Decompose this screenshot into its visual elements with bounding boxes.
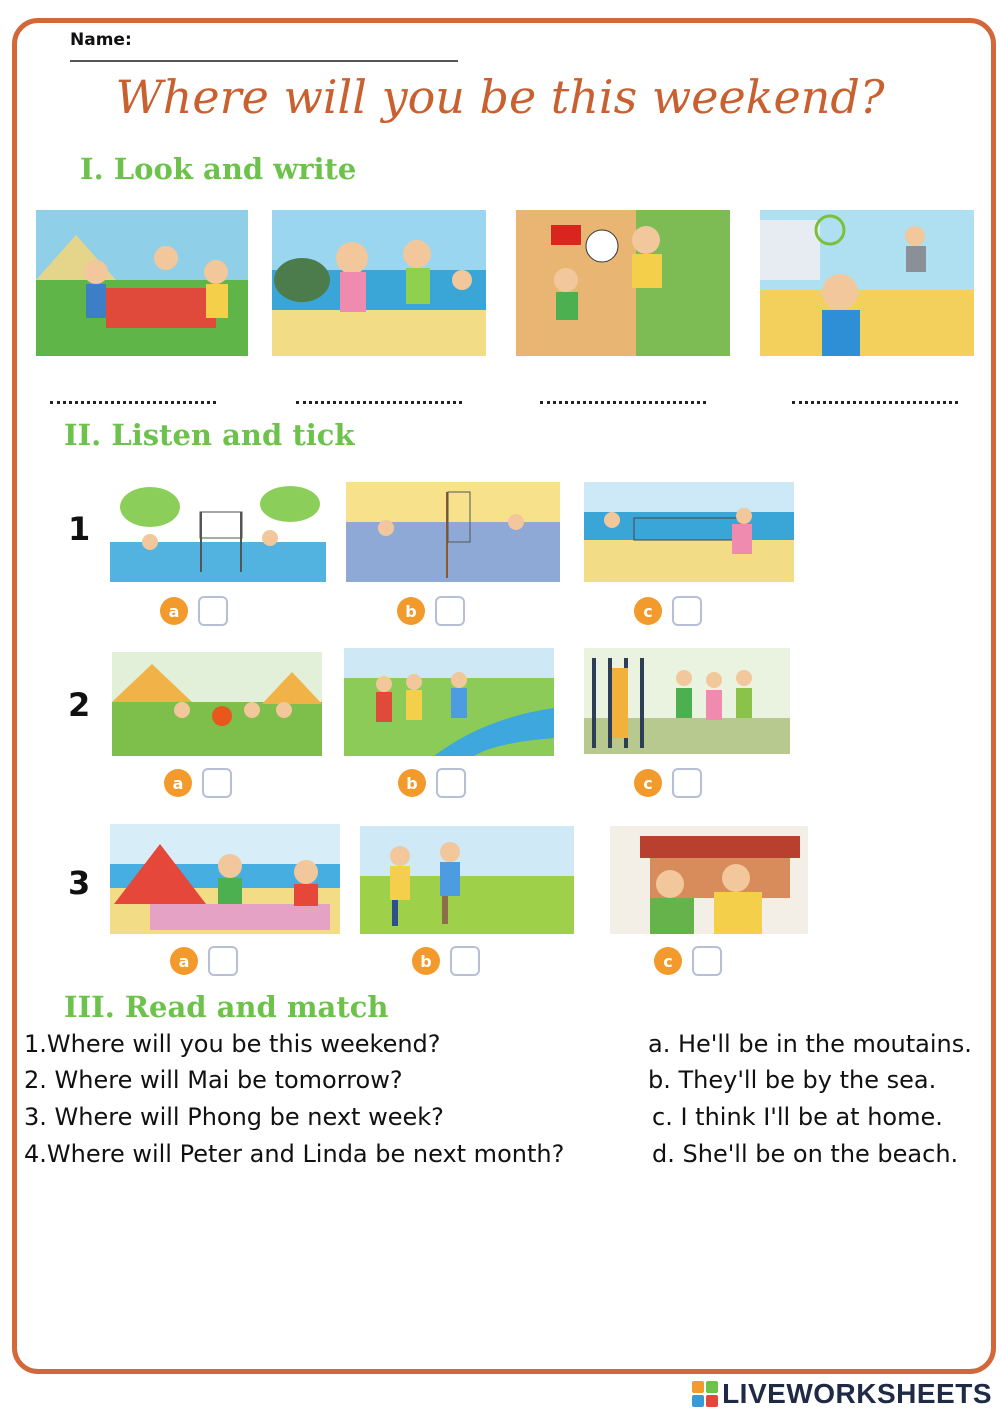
row-number: 1: [68, 510, 91, 548]
section-1-title: I. Look and write: [80, 152, 357, 186]
tick-checkbox[interactable]: [198, 596, 228, 626]
option-2b[interactable]: [398, 768, 466, 798]
tick-checkbox[interactable]: [202, 768, 232, 798]
option-letter: b: [412, 947, 440, 975]
option-letter: a: [160, 597, 188, 625]
question-4[interactable]: 4.Where will Peter and Linda be next month?: [24, 1140, 565, 1168]
answer-blank-3[interactable]: [540, 388, 706, 404]
badminton-park-picture: [110, 482, 326, 582]
answer-blank-2[interactable]: [296, 388, 462, 404]
beach-picnic-picture: [110, 824, 340, 934]
question-1[interactable]: 1.Where will you be this weekend?: [24, 1030, 441, 1058]
liveworksheets-logo: [692, 1378, 992, 1410]
river-walk-picture: [344, 648, 554, 756]
badminton-school-picture: [346, 482, 560, 582]
option-letter: b: [397, 597, 425, 625]
question-2[interactable]: 2. Where will Mai be tomorrow?: [24, 1066, 403, 1094]
option-letter: c: [634, 769, 662, 797]
option-3a[interactable]: [170, 946, 238, 976]
tick-checkbox[interactable]: [208, 946, 238, 976]
option-3b[interactable]: [412, 946, 480, 976]
logo-mark-icon: [692, 1381, 718, 1407]
brand-name: LIVEWORKSHEETS: [722, 1378, 992, 1409]
option-1a[interactable]: [160, 596, 228, 626]
campfire-picture: [112, 652, 322, 756]
tick-checkbox[interactable]: [435, 596, 465, 626]
answer-c[interactable]: c. I think I'll be at home.: [652, 1103, 943, 1131]
beach-volleyball-picture: [584, 482, 794, 582]
question-3[interactable]: 3. Where will Phong be next week?: [24, 1103, 444, 1131]
beach-picture: [272, 210, 486, 356]
camping-picnic-picture: [36, 210, 248, 356]
option-2a[interactable]: [164, 768, 232, 798]
name-field[interactable]: [70, 30, 458, 62]
answer-b[interactable]: b. They'll be by the sea.: [648, 1066, 937, 1094]
football-picture: [516, 210, 730, 356]
option-letter: c: [634, 597, 662, 625]
tick-checkbox[interactable]: [672, 768, 702, 798]
option-1b[interactable]: [397, 596, 465, 626]
tick-checkbox[interactable]: [692, 946, 722, 976]
name-label: Name:: [70, 30, 132, 50]
page-title: Where will you be this weekend?: [115, 70, 885, 124]
answer-blank-1[interactable]: [50, 388, 216, 404]
temple-selfie-picture: [610, 826, 808, 934]
option-3c[interactable]: [654, 946, 722, 976]
option-letter: c: [654, 947, 682, 975]
tick-checkbox[interactable]: [672, 596, 702, 626]
tick-checkbox[interactable]: [450, 946, 480, 976]
countryside-walk-picture: [360, 826, 574, 934]
badminton-hotel-picture: [760, 210, 974, 356]
option-1c[interactable]: [634, 596, 702, 626]
answer-blank-4[interactable]: [792, 388, 958, 404]
row-number: 2: [68, 686, 91, 724]
answer-a[interactable]: a. He'll be in the moutains.: [648, 1030, 972, 1058]
row-number: 3: [68, 864, 91, 902]
option-2c[interactable]: [634, 768, 702, 798]
option-letter: b: [398, 769, 426, 797]
option-letter: a: [170, 947, 198, 975]
answer-d[interactable]: d. She'll be on the beach.: [652, 1140, 959, 1168]
tick-checkbox[interactable]: [436, 768, 466, 798]
section-3-title: III. Read and match: [64, 990, 389, 1024]
zoo-picture: [584, 648, 790, 754]
option-letter: a: [164, 769, 192, 797]
section-2-title: II. Listen and tick: [64, 418, 355, 452]
